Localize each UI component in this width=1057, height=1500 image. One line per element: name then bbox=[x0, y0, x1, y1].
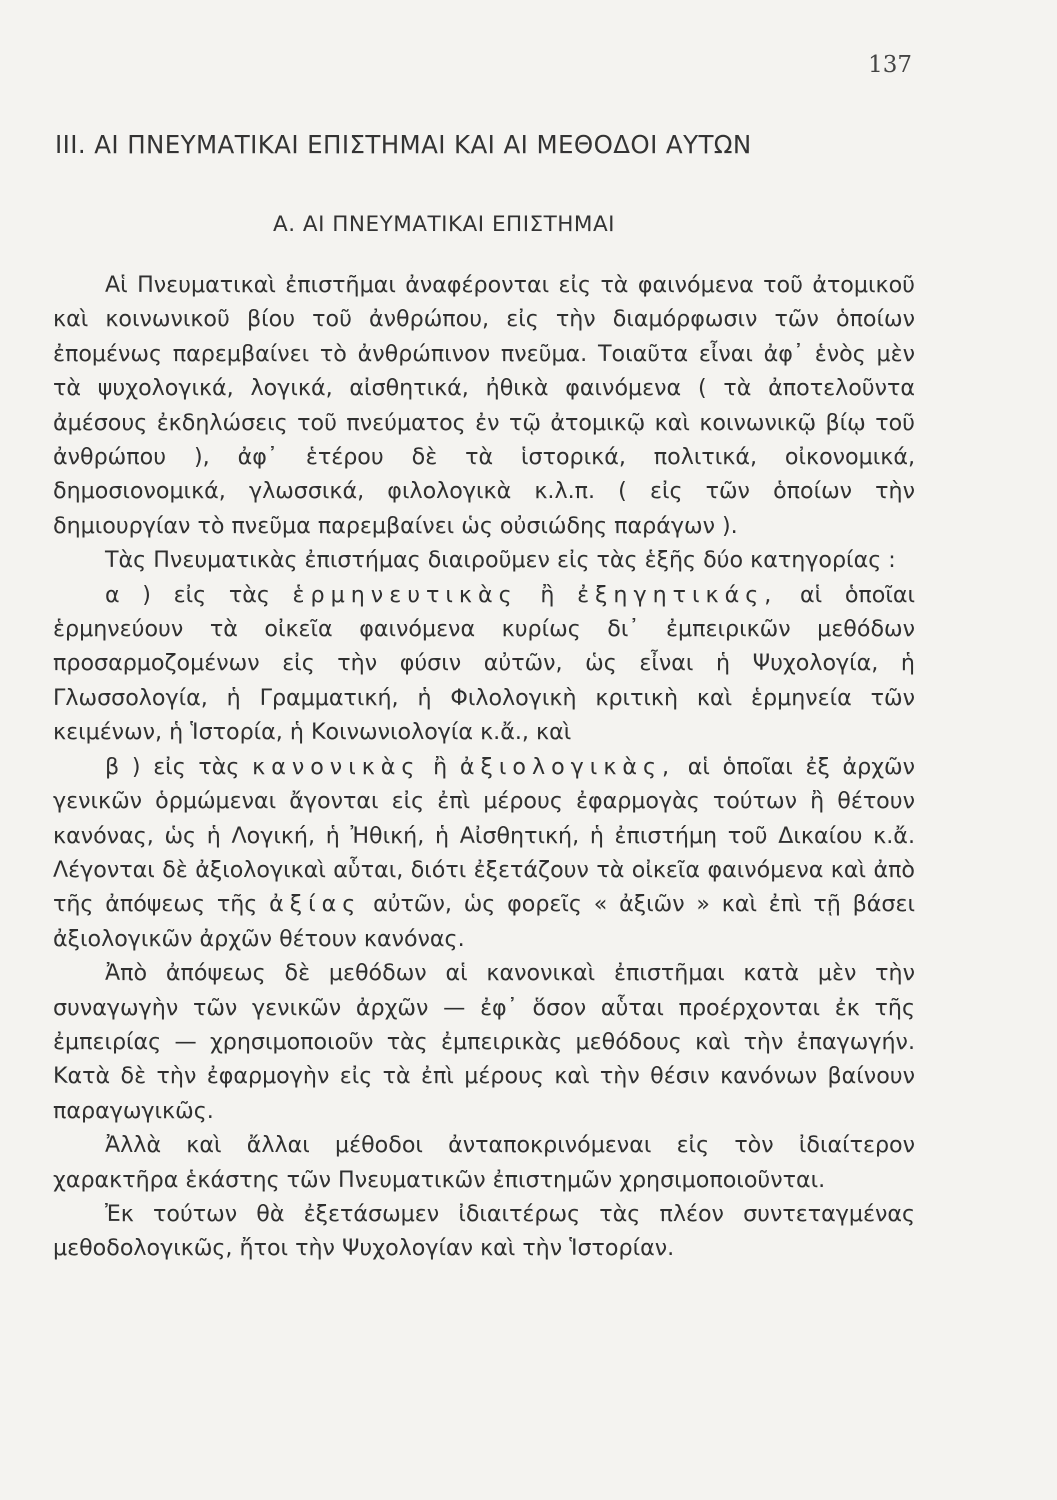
emphasized-term: κανονικὰς bbox=[252, 753, 421, 780]
paragraph-5: Ἀπὸ ἀπόψεως δὲ μεθόδων αἱ κανονικαὶ ἐπιστῆμαι κατὰ μὲν τὴν συναγωγὴν τῶν γενικῶν ἀρχῶν — ἐφ᾽ ὅσον αὗται προέρχονται ἐκ τῆς ἐμπειρίας — χρησιμοποιοῦν τὰς ἐμπειρικὰς μεθόδους καὶ τὴν ἐπαγωγήν. Κατὰ δὲ τὴν ἐφαρμογὴν εἰς τὰ ἐπὶ μέρους καὶ τὴν θέσιν κανόνων βαίνουν παραγωγικῶς. bbox=[53, 960, 915, 1124]
list-marker-b: β ) εἰς τὰς bbox=[105, 753, 240, 780]
chapter-title: III. ΑΙ ΠΝΕΥΜΑΤΙΚΑΙ ΕΠΙΣΤΗΜΑΙ ΚΑΙ ΑΙ ΜΕΘΟΔΟΙ ΑΥΤΩΝ bbox=[55, 130, 752, 159]
paragraph-3 bbox=[53, 578, 915, 750]
paragraph-3-text: αἱ ὁποῖαι ἑρμηνεύουν τὰ οἰκεῖα φαινόμενα κυρίως δι᾽ ἐμπειρικῶν μεθόδων προσαρμοζομένων εἰς τὴν φύσιν αὐτῶν, ὡς εἶναι ἡ Ψυχολογία, ἡ Γλωσσολογία, ἡ Γραμματική, ἡ Φιλολογικὴ κριτικὴ καὶ ἑρμηνεία τῶν κειμένων, ἡ Ἱστορία, ἡ Κοινωνιολογία κ.ἄ., καὶ bbox=[53, 581, 915, 746]
paragraph-7: Ἐκ τούτων θὰ ἐξετάσωμεν ἰδιαιτέρως τὰς πλέον συντεταγμένας μεθοδολογικῶς, ἤτοι τὴν Ψυχολογίαν καὶ τὴν Ἱστορίαν. bbox=[53, 1200, 915, 1262]
paragraph-6: Ἀλλὰ καὶ ἄλλαι μέθοδοι ἀνταποκρινόμεναι εἰς τὸν ἰδιαίτερον χαρακτῆρα ἑκάστης τῶν Πνευματικῶν ἐπιστημῶν χρησιμοποιοῦνται. bbox=[53, 1132, 915, 1193]
emphasized-term: ἀξίας bbox=[269, 891, 362, 918]
paragraph-4 bbox=[53, 750, 915, 956]
paragraph-4-text-end: αὐτῶν, ὡς φορεῖς « ἀξιῶν » καὶ ἐπὶ τῇ βάσει ἀξιολογικῶν ἀρχῶν θέτουν κανόνας. bbox=[53, 891, 915, 952]
emphasized-term: ἐξηγητικάς, bbox=[577, 581, 778, 608]
list-marker-a: α ) εἰς τὰς bbox=[105, 581, 270, 608]
emphasized-term: ἀξιολογικὰς, bbox=[459, 753, 676, 780]
emphasized-term: ἑρμηνευτικὰς bbox=[292, 581, 518, 608]
paragraph-4-text: αἱ ὁποῖαι ἐξ ἀρχῶν γενικῶν ὁρμώμεναι ἄγονται εἰς ἐπὶ μέρους ἐφαρμογὰς τούτων ἢ θέτουν κανόνας, ὡς ἡ Λογική, ἡ Ἠθική, ἡ Αἰσθητική, ἡ ἐπιστήμη τοῦ Δικαίου κ.ἄ. Λέγονται δὲ ἀξιολογικαὶ αὗται, διότι ἐξετάζουν τὰ οἰκεῖα φαινόμενα καὶ ἀπὸ τῆς ἀπόψεως τῆς bbox=[53, 753, 916, 918]
body-text bbox=[53, 268, 915, 1266]
paragraph-1: Αἱ Πνευματικαὶ ἐπιστῆμαι ἀναφέρονται εἰς τὰ φαινόμενα τοῦ ἀτομικοῦ καὶ κοινωνικοῦ βίου τοῦ ἀνθρώπου, εἰς τὴν διαμόρφωσιν τῶν ὁποίων ἐπομένως παρεμβαίνει τὸ ἀνθρώπινον πνεῦμα. Τοιαῦτα εἶναι ἀφ᾽ ἑνὸς μὲν τὰ ψυχολογικά, λογικά, αἰσθητικά, ἠθικὰ φαινόμενα ( τὰ ἀποτελοῦντα ἀμέσους ἐκδηλώσεις τοῦ πνεύματος ἐν τῷ ἀτομικῷ καὶ κοινωνικῷ βίῳ τοῦ ἀνθρώπου ), ἀφ᾽ ἑτέρου δὲ τὰ ἱστορικά, πολιτικά, οἰκονομικά, δημοσιονομικά, γλωσσικά, φιλολογικὰ κ.λ.π. ( εἰς τῶν ὁποίων τὴν δημιουργίαν τὸ πνεῦμα παρεμβαίνει ὡς οὐσιώδης παράγων ). bbox=[53, 272, 915, 539]
conjunction: ἢ bbox=[433, 753, 448, 780]
conjunction: ἢ bbox=[540, 581, 555, 608]
paragraph-2: Τὰς Πνευματικὰς ἐπιστήμας διαιροῦμεν εἰς τὰς ἑξῆς δύο κατηγορίας : bbox=[105, 547, 896, 574]
page-number: 137 bbox=[868, 52, 912, 78]
section-title: Α. ΑΙ ΠΝΕΥΜΑΤΙΚΑΙ ΕΠΙΣΤΗΜΑΙ bbox=[273, 212, 616, 237]
